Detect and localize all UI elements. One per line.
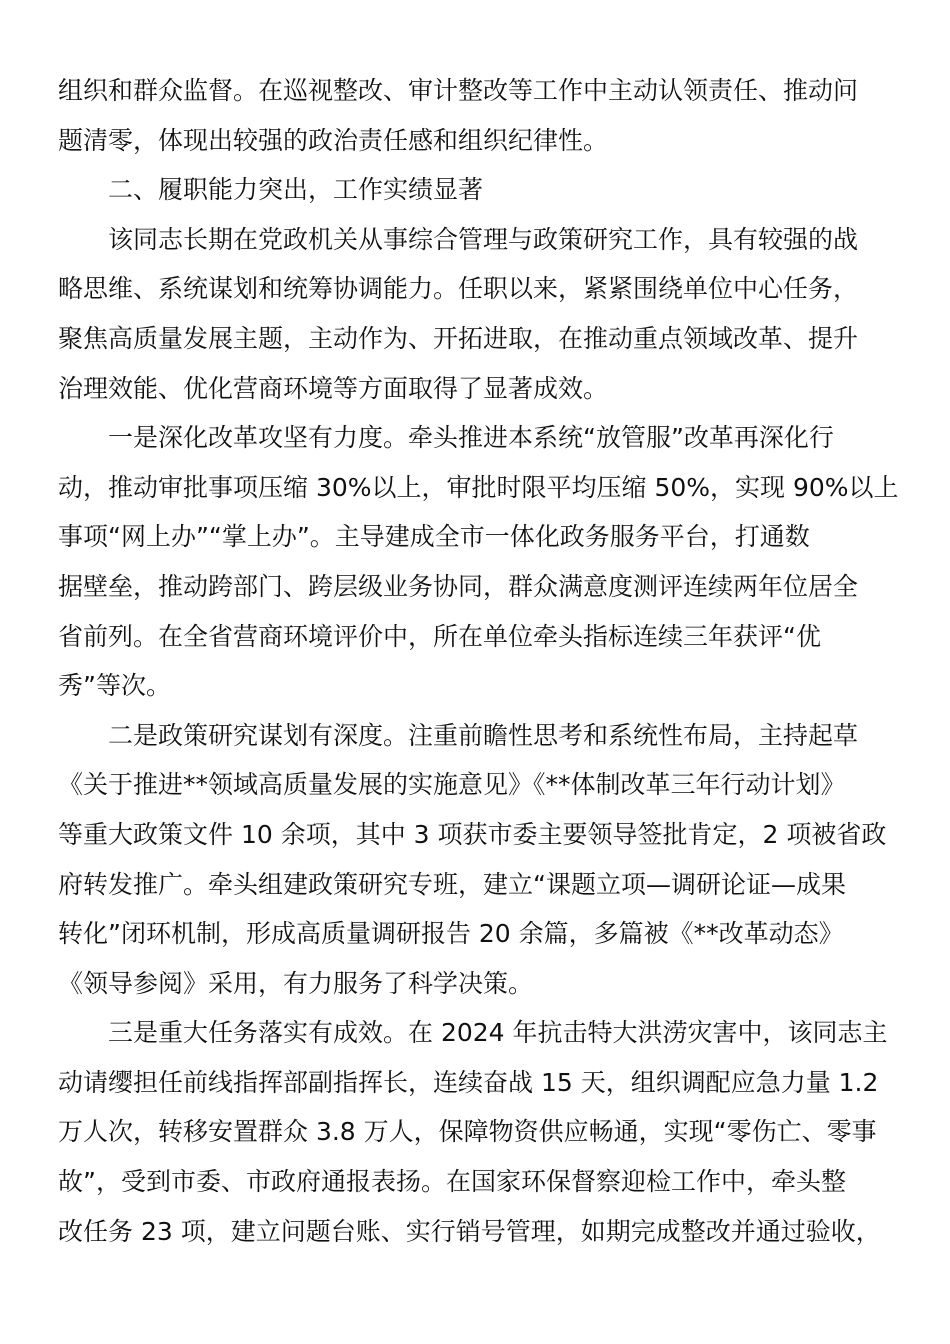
text-line: 动，推动审批事项压缩 30%以上，审批时限平均压缩 50%，实现 90%以上 (58, 472, 899, 502)
text-line: 故”，受到市委、市政府通报表扬。在国家环保督察迎检工作中，牵头整 (58, 1167, 846, 1197)
paragraph-policy (58, 711, 898, 1009)
section-heading (58, 165, 898, 215)
document-body (58, 66, 898, 1256)
text-line: 治理效能、优化营商环境等方面取得了显著成效。 (58, 373, 609, 403)
text-line: 《领导参阅》采用，有力服务了科学决策。 (58, 968, 534, 998)
text-line: 秀”等次。 (58, 671, 171, 701)
text-line: 组织和群众监督。在巡视整改、审计整改等工作中主动认领责任、推动问 (58, 76, 859, 105)
text-line: 等重大政策文件 10 余项，其中 3 项获市委主要领导签批肯定，2 项被省政 (58, 819, 887, 849)
paragraph-continuation (58, 66, 898, 165)
paragraph-reform (58, 413, 898, 711)
text-line: 题清零，体现出较强的政治责任感和组织纪律性。 (58, 125, 609, 155)
text-line: 二是政策研究谋划有深度。注重前瞻性思考和系统性布局，主持起草 (108, 720, 859, 750)
text-line: 事项“网上办”“掌上办”。主导建成全市一体化政务服务平台，打通数 (58, 522, 810, 552)
text-line: 略思维、系统谋划和统筹协调能力。任职以来，紧紧围绕单位中心任务， (58, 274, 859, 304)
paragraph-intro (58, 215, 898, 413)
text-line: 转化”闭环机制，形成高质量调研报告 20 余篇，多篇被《**改革动态》 (58, 919, 844, 949)
paragraph-tasks (58, 1008, 898, 1256)
text-line: 据壁垒，推动跨部门、跨层级业务协同，群众满意度测评连续两年位居全 (58, 571, 859, 601)
text-line: 府转发推广。牵头组建政策研究专班，建立“课题立项—调研论证—成果 (58, 869, 846, 899)
heading-text: 二、履职能力突出，工作实绩显著 (108, 175, 484, 205)
text-line: 省前列。在全省营商环境评价中，所在单位牵头指标连续三年获评“优 (58, 621, 821, 651)
text-line: 动请缨担任前线指挥部副指挥长，连续奋战 15 天，组织调配应急力量 1.2 (58, 1067, 879, 1097)
text-line: 聚焦高质量发展主题，主动作为、开拓进取，在推动重点领域改革、提升 (58, 323, 859, 353)
text-line: 万人次，转移安置群众 3.8 万人，保障物资供应畅通，实现“零伤亡、零事 (58, 1117, 877, 1147)
text-line: 该同志长期在党政机关从事综合管理与政策研究工作，具有较强的战 (108, 224, 859, 254)
text-line: 三是重大任务落实有成效。在 2024 年抗击特大洪涝灾害中，该同志主 (108, 1018, 888, 1048)
text-line: 改任务 23 项，建立问题台账、实行销号管理，如期完成整改并通过验收， (58, 1216, 881, 1246)
text-line: 《关于推进**领域高质量发展的实施意见》《**体制改革三年行动计划》 (58, 770, 846, 800)
text-line: 一是深化改革攻坚有力度。牵头推进本系统“放管服”改革再深化行 (108, 423, 834, 453)
